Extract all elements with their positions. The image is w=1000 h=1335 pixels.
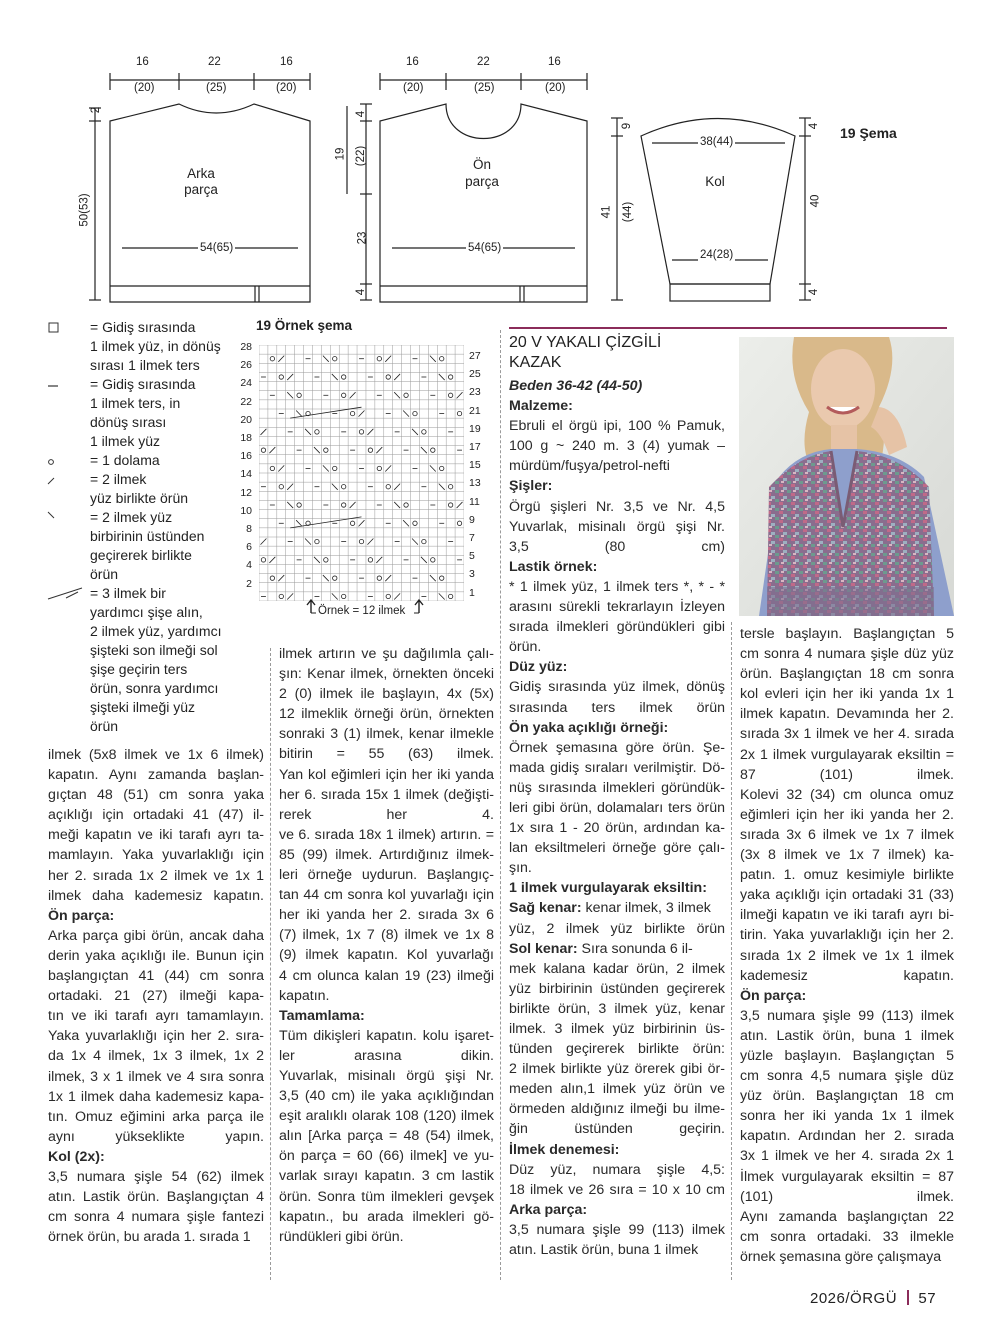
- chart-row-number: 18: [240, 432, 252, 444]
- section-heading: 1 ilmek vurgulayarak eksiltin:: [509, 880, 707, 897]
- back-height: 50(53): [78, 193, 91, 227]
- front-top-dim-3: 16: [548, 56, 561, 68]
- text-line: cm sonra 4 numara şişle fantezi: [48, 1209, 264, 1226]
- legend-line: şişteki son ilmeği sol: [90, 642, 218, 658]
- front-top-dim-1: 16: [406, 56, 419, 68]
- legend-line: 1 ilmek yüz: [90, 433, 161, 449]
- back-top-dim-1: 16: [136, 56, 149, 68]
- text-line: örnek şemasına göre çalışmaya: [740, 1248, 942, 1265]
- text-line: cm sonra ortadaki. 33 ilmekle: [740, 1228, 954, 1245]
- text-line: 100 g ~ 240 m. 3 (4) yumak –: [509, 438, 725, 455]
- text-line: sırada 3x 1 ilmek ve her 4. sırada: [740, 726, 954, 743]
- text-line: Yan kol eğimleri için her iki yanda: [279, 766, 494, 783]
- chart-row-number: 22: [240, 395, 252, 408]
- chart-row-number: 5: [469, 550, 475, 563]
- text-line: ilmek kapatın. Devamında her 2.: [740, 706, 954, 723]
- text-line: Arka parça gibi örün, ancak daha: [48, 927, 264, 944]
- text-line: kapatın.: [279, 987, 330, 1004]
- text-line: [509, 376, 725, 396]
- text-line: sonra her iki yanda 1x 1 ilmek: [740, 1108, 954, 1125]
- legend-line: = Gidiş sırasında: [90, 376, 196, 392]
- text-fragment: kenar ilmek, 3 ilmek: [581, 900, 711, 917]
- legend-line: yardımcı şişe alın,: [90, 604, 203, 620]
- size-line: Beden 36-42 (44-50): [509, 378, 643, 394]
- text-line: leri gibi örün, dolamaları ters örün: [509, 799, 725, 816]
- section-heading: Kol (2x):: [48, 1148, 105, 1165]
- front-label-2: parça: [465, 174, 499, 189]
- text-line: 12 ilmeklik örneği örün, örnekten: [279, 706, 494, 723]
- text-line: Kolevi 32 (34) cm olunca omuz: [740, 786, 954, 803]
- text-line: örnek örün, bu arada 1. sırada 1: [48, 1229, 251, 1246]
- schematic-drawing: [0, 0, 1000, 310]
- section-heading: Ön yaka açıklığı örneği:: [509, 719, 669, 736]
- text-line: Ebruli el örgü ipi, 100 % Pamuk,: [509, 418, 725, 435]
- text-line: varlak sırayı kapatın. 3 cm lastik: [279, 1168, 494, 1185]
- text-line: sırada 3x 6 ilmek ve 1x 7 ilmek: [740, 826, 954, 843]
- text-line: tersle başlayın. Başlangıçtan 5: [740, 626, 954, 642]
- text-line: patın. 1. omuz kesimiyle birlikte: [740, 867, 954, 884]
- text-line: tünden geçirerek birlikte örün:: [509, 1041, 725, 1058]
- text-line: ilmek daha kademesiz kapatın.: [48, 887, 264, 904]
- backslash-icon: [48, 512, 54, 518]
- chart-row-number: 6: [246, 541, 252, 554]
- text-line: Gidiş sırasında yüz ilmek, dönüş: [509, 679, 725, 696]
- back-top-dim-2: 22: [208, 56, 221, 68]
- text-line: bitirin = 55 (63) ilmek.: [279, 746, 494, 763]
- text-line: sırasında ters ilmek örün: [509, 699, 725, 716]
- text-line: 3,5 numara şişle 99 (113) ilmek: [740, 1007, 954, 1024]
- text-line: her 6. sırada 15x 1 ilmek (değişti-: [279, 786, 494, 803]
- section-heading: Tamamlama:: [279, 1007, 365, 1024]
- text-line: [509, 657, 725, 677]
- legend-line: örün, sonra yardımcı: [90, 680, 219, 696]
- text-line: mek kalana kadar örün, 2 ilmek: [509, 960, 725, 977]
- text-line: kol evleri için her iki yanda 1x 1: [740, 686, 954, 703]
- chart-row-number: 15: [469, 459, 481, 472]
- front-rib: 4: [355, 288, 368, 296]
- chart-row-number: 3: [469, 568, 475, 581]
- legend-line: dönüş sırası: [90, 414, 167, 430]
- text-line: eğimleri için her iki yanda her 2.: [740, 806, 954, 823]
- text-line: leri örneğe uydurun. Başlangıç-: [279, 867, 494, 884]
- front-label-1: Ön: [472, 157, 491, 172]
- legend-line: örün: [90, 718, 119, 734]
- footer-divider: [907, 1290, 909, 1305]
- text-line: alın [Arka parça = 48 (54) ilmek,: [279, 1128, 494, 1145]
- text-line: 18 ilmek ve 26 sıra = 10 x 10 cm: [509, 1181, 725, 1198]
- sleeve-rib: 4: [808, 288, 821, 296]
- legend-line: yüz birlikte örün: [90, 490, 189, 506]
- instructions-column-3: [509, 376, 725, 1260]
- text-line: arasını sürekli tekrarlayın İzleyen: [509, 599, 725, 616]
- text-line: 1x sıra 1 - 20 örün, ardından ka-: [509, 820, 725, 837]
- legend-line: birbirinin üstünden: [90, 528, 205, 544]
- legend-line: şişe geçirin ters: [90, 661, 188, 677]
- text-line: şın: Kenar ilmek, örnekten önceki: [279, 666, 494, 683]
- sleeve-bottom-width: 24(28): [700, 249, 734, 261]
- chart-row-number: 1: [469, 586, 475, 599]
- text-line: Yaka yuvarlaklığı için her 2. sıra-: [48, 1028, 264, 1045]
- section-heading: Lastik örnek:: [509, 558, 598, 575]
- pattern-title-rule: [509, 327, 947, 329]
- instructions-column-1: [48, 745, 264, 1247]
- instructions-column-2: [279, 644, 494, 1247]
- text-line: lan eksiltmeleri örneğe göre çalı-: [509, 840, 725, 857]
- text-line: [509, 878, 725, 898]
- sleeve-length: 41: [600, 205, 613, 219]
- schematic-title: 19 Şema: [840, 125, 897, 141]
- chart-title: 19 Örnek şema: [256, 318, 353, 333]
- text-line: 3,5 (80 cm): [509, 538, 725, 555]
- text-line: 3x 1 ilmek ve her 4. sırada 2x 1: [740, 1148, 954, 1165]
- text-line: (7) ilmek, 1x 7 (8) ilmek ve 1x 8: [279, 927, 494, 944]
- back-neck-drop: 2: [90, 106, 103, 114]
- chart-row-number: 28: [240, 341, 252, 353]
- text-line: cm sonra 4 numara şişle düz yüz: [740, 646, 954, 663]
- chart-row-number: 19: [469, 422, 481, 435]
- text-line: rerek her 4.: [279, 806, 494, 823]
- pattern-title-line-2: KAZAK: [509, 354, 562, 371]
- text-line: * 1 ilmek yüz, 1 ilmek ters *, * - *: [509, 578, 725, 595]
- text-line: 3,5 numara şişle 54 (62) ilmek: [48, 1168, 264, 1185]
- legend: [46, 318, 256, 738]
- text-line: tan 44 cm sonra kol yuvarlağı için: [279, 887, 494, 904]
- text-line: ilmek, 3 x 1 ilmek ve 4 sıra sonra: [48, 1068, 264, 1085]
- text-line: (101) ilmek.: [740, 1188, 954, 1205]
- text-line: İlmek vurgulayarak eksiltin = 87: [740, 1168, 954, 1185]
- text-line: 2 (0) ilmek ile başlayın, 4x (5x): [279, 686, 494, 703]
- legend-line: 1 ilmek ters, in: [90, 395, 181, 411]
- column-divider-3: [731, 622, 732, 1280]
- page-footer: [810, 1290, 936, 1307]
- page-number: 57: [918, 1290, 937, 1307]
- text-line: atın. Lastik örün. Başlangıçtan 4: [48, 1189, 264, 1206]
- empty-square-icon: [49, 323, 58, 332]
- text-line: Tüm dikişleri kapatın. kolu işaret-: [279, 1027, 494, 1044]
- legend-line: örün: [90, 566, 119, 582]
- sleeve-right-length: 40: [809, 194, 822, 208]
- issue-label: 2026/ÖRGÜ: [810, 1290, 898, 1307]
- cable-icon: [48, 588, 82, 599]
- legend-line: 2 ilmek yüz, yardımcı: [90, 623, 222, 639]
- front-neck-depth: 4: [355, 110, 368, 118]
- text-line: tın. Omuz eğimini arka parça ile: [48, 1108, 264, 1125]
- legend-line: şişteki ilmeği yüz: [90, 699, 196, 715]
- front-top-alt-3: (20): [545, 82, 566, 94]
- text-line: (9) ilmek kapatın. Kol yuvarlağı: [279, 947, 494, 964]
- text-line: (3x 8 ilmek ve 1x 7 ilmek) ka-: [740, 847, 954, 864]
- sleeve-top-width: 38(44): [700, 136, 734, 148]
- chart-row-number: 25: [469, 368, 481, 381]
- back-label-1: Arka: [187, 166, 215, 181]
- text-line: 2x 1 ilmek vurgulayarak eksiltin =: [740, 746, 954, 763]
- sleeve-cap: 9: [621, 122, 634, 130]
- text-line: yüzle başlayın. Başlangıçtan 5: [740, 1047, 954, 1064]
- circle-icon: [49, 460, 54, 465]
- text-line: [509, 557, 725, 577]
- text-line: 4 cm olunca kalan 19 (23) ilmeği: [279, 967, 494, 984]
- text-line: her 2. sırada 1x 2 ilmek ve 1x 1: [48, 867, 264, 884]
- text-line: birlikte örün, 3 ilmek yüz, kenar: [509, 1000, 725, 1017]
- legend-line: = 2 ilmek: [90, 471, 147, 487]
- text-line: sonraki 3 (1) ilmek, kenar ilmekle: [279, 726, 494, 743]
- text-line: tirin. Yaka yuvarlaklığı için her 2.: [740, 927, 954, 944]
- chart-row-number: 10: [240, 504, 252, 517]
- text-line: cm sonra 4,5 numara şişle düz: [740, 1068, 954, 1085]
- legend-line: 1 ilmek yüz, in dönüş: [90, 338, 221, 354]
- text-line: kapatın., bu arada ilmekleri gö-: [279, 1208, 494, 1225]
- model-photo: [739, 337, 954, 616]
- text-line: [509, 1140, 725, 1160]
- back-top-alt-1: (20): [134, 82, 155, 94]
- chart-row-number: 8: [246, 523, 252, 535]
- front-width: 54(65): [468, 242, 502, 254]
- text-line: derin yaka açıklığı ile. Bunun için: [48, 947, 264, 964]
- chart-row-number: 21: [469, 404, 481, 417]
- sleeve-right-top: 4: [808, 122, 821, 130]
- text-line: [509, 1200, 725, 1220]
- stitch-chart-grid: [259, 345, 464, 601]
- legend-line: sırası 1 ilmek ters: [90, 357, 200, 373]
- pattern-title: [509, 333, 729, 373]
- back-top-dim-3: 16: [280, 56, 293, 68]
- front-top-alt-1: (20): [403, 82, 424, 94]
- text-line: sırada 1x 2 ilmek ve 1x 1 ilmek: [740, 947, 954, 964]
- chart-row-number: 24: [240, 377, 252, 390]
- pattern-title-line-1: 20 V YAKALI ÇİZGİLİ: [509, 334, 662, 351]
- text-line: meden alın,1 ilmek yüz örün ve: [509, 1081, 725, 1098]
- text-line: atın. Lastik örün, buna 1 ilmek: [740, 1027, 954, 1044]
- slash-icon: [48, 478, 54, 484]
- chart-row-number: 9: [469, 513, 475, 526]
- text-line: açıklığı için ortadaki 41 (47) il-: [48, 807, 264, 824]
- text-line: mada gidiş sıraları verilmiştir. Dö-: [509, 759, 725, 776]
- chart-row-number: 11: [469, 495, 480, 508]
- legend-line: = Gidiş sırasında: [90, 319, 196, 335]
- chart-row-number: 13: [469, 477, 481, 490]
- text-line: Örnek şemasına göre örün. Şe-: [509, 739, 725, 756]
- text-line: aynı yükseklikte yapın.: [48, 1128, 264, 1145]
- section-heading: İlmek denemesi:: [509, 1141, 620, 1158]
- text-line: örün. Başlangıçtan 18 cm sonra: [740, 666, 954, 683]
- sleeve-label: Kol: [705, 174, 725, 189]
- text-line: örmeden aldığınız ilmeği bu ilme-: [509, 1101, 725, 1118]
- text-line: ler arasına dikin.: [279, 1047, 494, 1064]
- legend-symbols: [46, 318, 86, 618]
- front-armhole: 19: [334, 147, 347, 161]
- text-line: [279, 1006, 494, 1026]
- text-line: ilmek (5x8 ilmek ve 1x 6 ilmek): [48, 747, 264, 763]
- legend-line: = 2 ilmek yüz: [90, 509, 173, 525]
- text-line: yüz, 2 ilmek yüz birlikte örün: [509, 920, 725, 937]
- text-line: atın. Lastik örün, buna 1 ilmek: [509, 1242, 699, 1259]
- text-line: ilmek artırın ve şu dağılımla çalı-: [279, 646, 494, 662]
- front-neck-alt: (22): [355, 145, 368, 167]
- chart-row-number: 26: [240, 359, 252, 372]
- text-line: kapatın. Aynı zamanda başlan-: [48, 767, 264, 784]
- text-line: 3,5 (40 cm) ile yaka açıklığından: [279, 1088, 494, 1105]
- text-line: [740, 986, 954, 1006]
- text-line: mamlayın. Yaka yuvarlaklığı için: [48, 847, 264, 864]
- text-line: da 1x 4 ilmek, 1x 3 ilmek, 1x 2: [48, 1048, 264, 1065]
- section-heading: Arka parça:: [509, 1201, 588, 1218]
- text-line: ve 6. sırada 18x 1 ilmek) artırın. =: [279, 826, 494, 843]
- text-line: 85 (99) ilmek. Artırdığınız ilmek-: [279, 846, 494, 863]
- text-line: ğin üstünden geçirin.: [509, 1121, 725, 1138]
- text-line: gıçtan 48 (51) cm sonra yaka: [48, 787, 264, 804]
- text-line: her iki yanda her 2. sırada 3x 6: [279, 907, 494, 924]
- front-top-dim-2: 22: [477, 56, 490, 68]
- text-line: mürdüm/fuşya/petrol-nefti: [509, 458, 670, 475]
- text-line: Örgü şişleri Nr. 3,5 ve Nr. 4,5: [509, 498, 725, 515]
- column-divider-1: [270, 648, 271, 1280]
- repeat-label: Örnek = 12 ilmek: [318, 605, 406, 617]
- back-width: 54(65): [200, 242, 234, 254]
- front-top-alt-2: (25): [474, 82, 495, 94]
- text-line: kapatın. Ardından her 2. sırada: [740, 1128, 954, 1145]
- section-heading: Sol kenar:: [509, 940, 578, 957]
- text-line: yüz örün. Başlangıçtan 18 cm: [740, 1088, 954, 1105]
- section-heading: Malzeme:: [509, 398, 573, 415]
- text-line: ortadaki. 21 (27) ilmeği kapa-: [48, 988, 264, 1005]
- section-heading: Şişler:: [509, 478, 553, 495]
- text-line: ründükleri gibi örün.: [279, 1228, 404, 1245]
- text-line: nüş sırasında ilmekleri göründük-: [509, 779, 725, 796]
- legend-line: geçirerek birlikte: [90, 547, 192, 563]
- chart-row-number: 17: [469, 441, 481, 453]
- text-line: şın.: [509, 860, 532, 877]
- text-line: [509, 718, 725, 738]
- text-line: eşit aralıklı olarak 108 (120) ilmek: [279, 1108, 494, 1125]
- text-line: 3,5 numara şişle 99 (113) ilmek: [509, 1221, 725, 1238]
- text-line: Aynı zamanda başlangıçtan 22: [740, 1208, 954, 1225]
- chart-row-number: 14: [240, 468, 252, 481]
- legend-line: = 3 ilmek bir: [90, 585, 166, 601]
- chart-row-number: 12: [240, 486, 252, 499]
- text-line: Yuvarlak, misinalı örgü şişi Nr.: [279, 1067, 494, 1084]
- text-line: [509, 396, 725, 416]
- text-line: ilmek. 3 ilmek yüz birbirinin üs-: [509, 1021, 725, 1037]
- section-heading: Ön parça:: [740, 987, 807, 1004]
- text-line: [48, 1147, 264, 1167]
- chart-row-number: 20: [240, 413, 252, 426]
- text-line: örün. Sonra tüm ilmekleri gevşek: [279, 1188, 494, 1205]
- chart-row-number: 2: [246, 577, 252, 590]
- text-line: 87 (101) ilmek.: [740, 766, 954, 783]
- back-label-2: parça: [184, 182, 218, 197]
- text-line: yüz birbirinin üstünden geçirerek: [509, 980, 725, 997]
- text-line: meği kapatın ve iki tarafı ayrı ta-: [48, 827, 264, 844]
- legend-line: = 1 dolama: [90, 452, 160, 468]
- front-body: 23: [356, 231, 369, 245]
- text-line: 1x 1 ilmek daha kademesiz kapa-: [48, 1088, 264, 1105]
- text-line: 2 ilmek birlikte yüz örerek gibi ör-: [509, 1061, 725, 1078]
- text-line: ön parça = 60 (66) ilmek] ve yu-: [279, 1148, 494, 1165]
- text-line: Düz yüz, numara şişle 4,5:: [509, 1161, 725, 1178]
- sleeve-length-alt: (44): [622, 201, 635, 223]
- text-line: ilmeği kapatın ve iki tarafı ayrı bi-: [740, 907, 954, 924]
- text-line: [509, 939, 725, 959]
- section-heading: Ön parça:: [48, 907, 115, 924]
- text-line: [509, 898, 725, 918]
- chart-row-number: 23: [469, 386, 481, 399]
- text-line: [48, 906, 264, 926]
- text-line: yaka açıklığı için ortadaki 31 (33): [740, 887, 954, 904]
- chart-row-number: 27: [469, 350, 481, 362]
- text-line: tın ve iki tarafı ayrı tamamlayın.: [48, 1008, 264, 1025]
- text-line: Yuvarlak, misinalı örgü şişi Nr.: [509, 518, 725, 535]
- instructions-column-4: [740, 624, 954, 1267]
- column-divider-2: [500, 330, 501, 1280]
- text-line: örün.: [509, 639, 542, 656]
- back-top-alt-3: (20): [276, 82, 297, 94]
- chart-row-number: 4: [246, 559, 252, 572]
- text-line: kademesiz kapatın.: [740, 967, 954, 984]
- back-top-alt-2: (25): [206, 82, 227, 94]
- text-line: sırada ilmekleri göründükleri gibi: [509, 619, 725, 636]
- text-fragment: Sıra sonunda 6 il-: [577, 940, 693, 957]
- text-line: başlangıçtan 41 (44) cm sonra: [48, 968, 264, 985]
- section-heading: Düz yüz:: [509, 659, 568, 676]
- chart-row-number: 7: [469, 532, 475, 544]
- text-line: [509, 476, 725, 496]
- chart-row-number: 16: [240, 450, 252, 463]
- section-heading: Sağ kenar:: [509, 900, 582, 917]
